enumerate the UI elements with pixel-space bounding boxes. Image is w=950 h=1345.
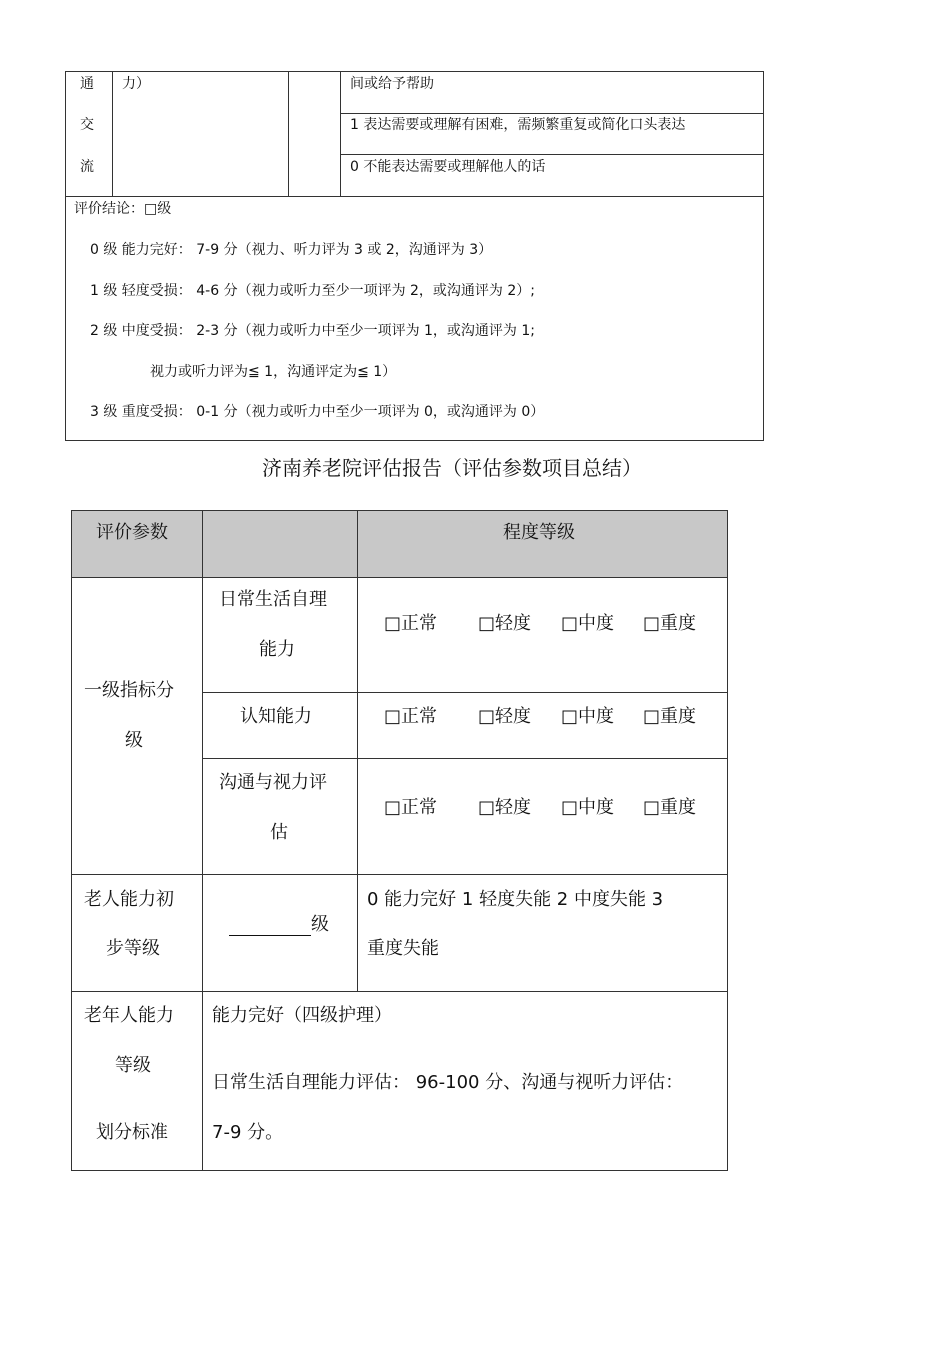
option-severe[interactable]: □重度 — [643, 706, 697, 727]
conclusion-label: 评价结论：□级 — [74, 201, 172, 217]
initial-level-label: 老人能力初 — [84, 889, 174, 910]
level-blank-line[interactable] — [229, 935, 311, 936]
initial-level-options: 0 能力完好 1 轻度失能 2 中度失能 3 — [367, 889, 664, 910]
table-divider — [112, 71, 113, 196]
side-label-char: 交 — [80, 117, 94, 133]
table-divider — [340, 154, 764, 155]
initial-level-label: 步等级 — [106, 938, 160, 959]
level-line: 3 级 重度受损： 0-1 分（视力或听力中至少一项评为 0，或沟通评为 0） — [90, 404, 545, 420]
option-mild[interactable]: □轻度 — [478, 797, 532, 818]
option-mild[interactable]: □轻度 — [478, 706, 532, 727]
standard-text: 能力完好（四级护理） — [212, 1005, 392, 1026]
level-line: 0 级 能力完好： 7-9 分（视力、听力评为 3 或 2，沟通评为 3） — [90, 242, 493, 258]
table-divider — [288, 71, 289, 196]
standard-label: 等级 — [115, 1055, 151, 1076]
initial-level-options: 重度失能 — [367, 938, 439, 959]
option-severe[interactable]: □重度 — [643, 613, 697, 634]
option-moderate[interactable]: □中度 — [561, 797, 615, 818]
standard-text: 日常生活自理能力评估： 96-100 分、沟通与视听力评估： — [212, 1072, 684, 1093]
side-label-char: 流 — [80, 159, 94, 175]
table-divider — [357, 510, 358, 991]
standard-label: 老年人能力 — [84, 1005, 174, 1026]
option-normal[interactable]: □正常 — [384, 797, 438, 818]
header-degree: 程度等级 — [503, 522, 575, 543]
table-divider — [202, 692, 728, 693]
report-title: 济南养老院评估报告（评估参数项目总结） — [262, 456, 642, 480]
item-name: 能力 — [259, 639, 295, 660]
option-normal[interactable]: □正常 — [384, 706, 438, 727]
table-divider — [340, 71, 341, 196]
option-mild[interactable]: □轻度 — [478, 613, 532, 634]
level-suffix: 级 — [311, 914, 329, 935]
group-label: 一级指标分 — [84, 680, 174, 701]
score-row: 间或给予帮助 — [350, 76, 434, 92]
table-divider — [202, 758, 728, 759]
option-moderate[interactable]: □中度 — [561, 706, 615, 727]
table-divider — [71, 577, 728, 578]
level-line: 2 级 中度受损： 2-3 分（视力或听力中至少一项评为 1，或沟通评为 1; — [90, 323, 536, 339]
table-divider — [71, 991, 728, 992]
level-line: 视力或听力评为≦ 1，沟通评定为≦ 1） — [150, 364, 397, 380]
item-name: 认知能力 — [240, 706, 312, 727]
option-severe[interactable]: □重度 — [643, 797, 697, 818]
item-name: 日常生活自理 — [219, 589, 327, 610]
table-divider — [202, 510, 203, 1171]
standard-label: 划分标准 — [96, 1122, 168, 1143]
item-name: 沟通与视力评 — [219, 772, 327, 793]
score-row: 1 表达需要或理解有困难，需频繁重复或简化口头表达 — [350, 117, 686, 133]
table-divider — [65, 196, 764, 197]
item-name-fragment: 力） — [122, 76, 150, 92]
option-moderate[interactable]: □中度 — [561, 613, 615, 634]
table-divider — [340, 113, 764, 114]
level-line: 1 级 轻度受损： 4-6 分（视力或听力至少一项评为 2，或沟通评为 2）; — [90, 283, 536, 299]
header-param: 评价参数 — [96, 522, 168, 543]
item-name: 估 — [270, 822, 288, 843]
table-divider — [71, 874, 728, 875]
score-row: 0 不能表达需要或理解他人的话 — [350, 159, 546, 175]
standard-text: 7-9 分。 — [212, 1122, 284, 1143]
side-label-char: 通 — [80, 76, 94, 92]
group-label: 级 — [125, 730, 143, 751]
option-normal[interactable]: □正常 — [384, 613, 438, 634]
